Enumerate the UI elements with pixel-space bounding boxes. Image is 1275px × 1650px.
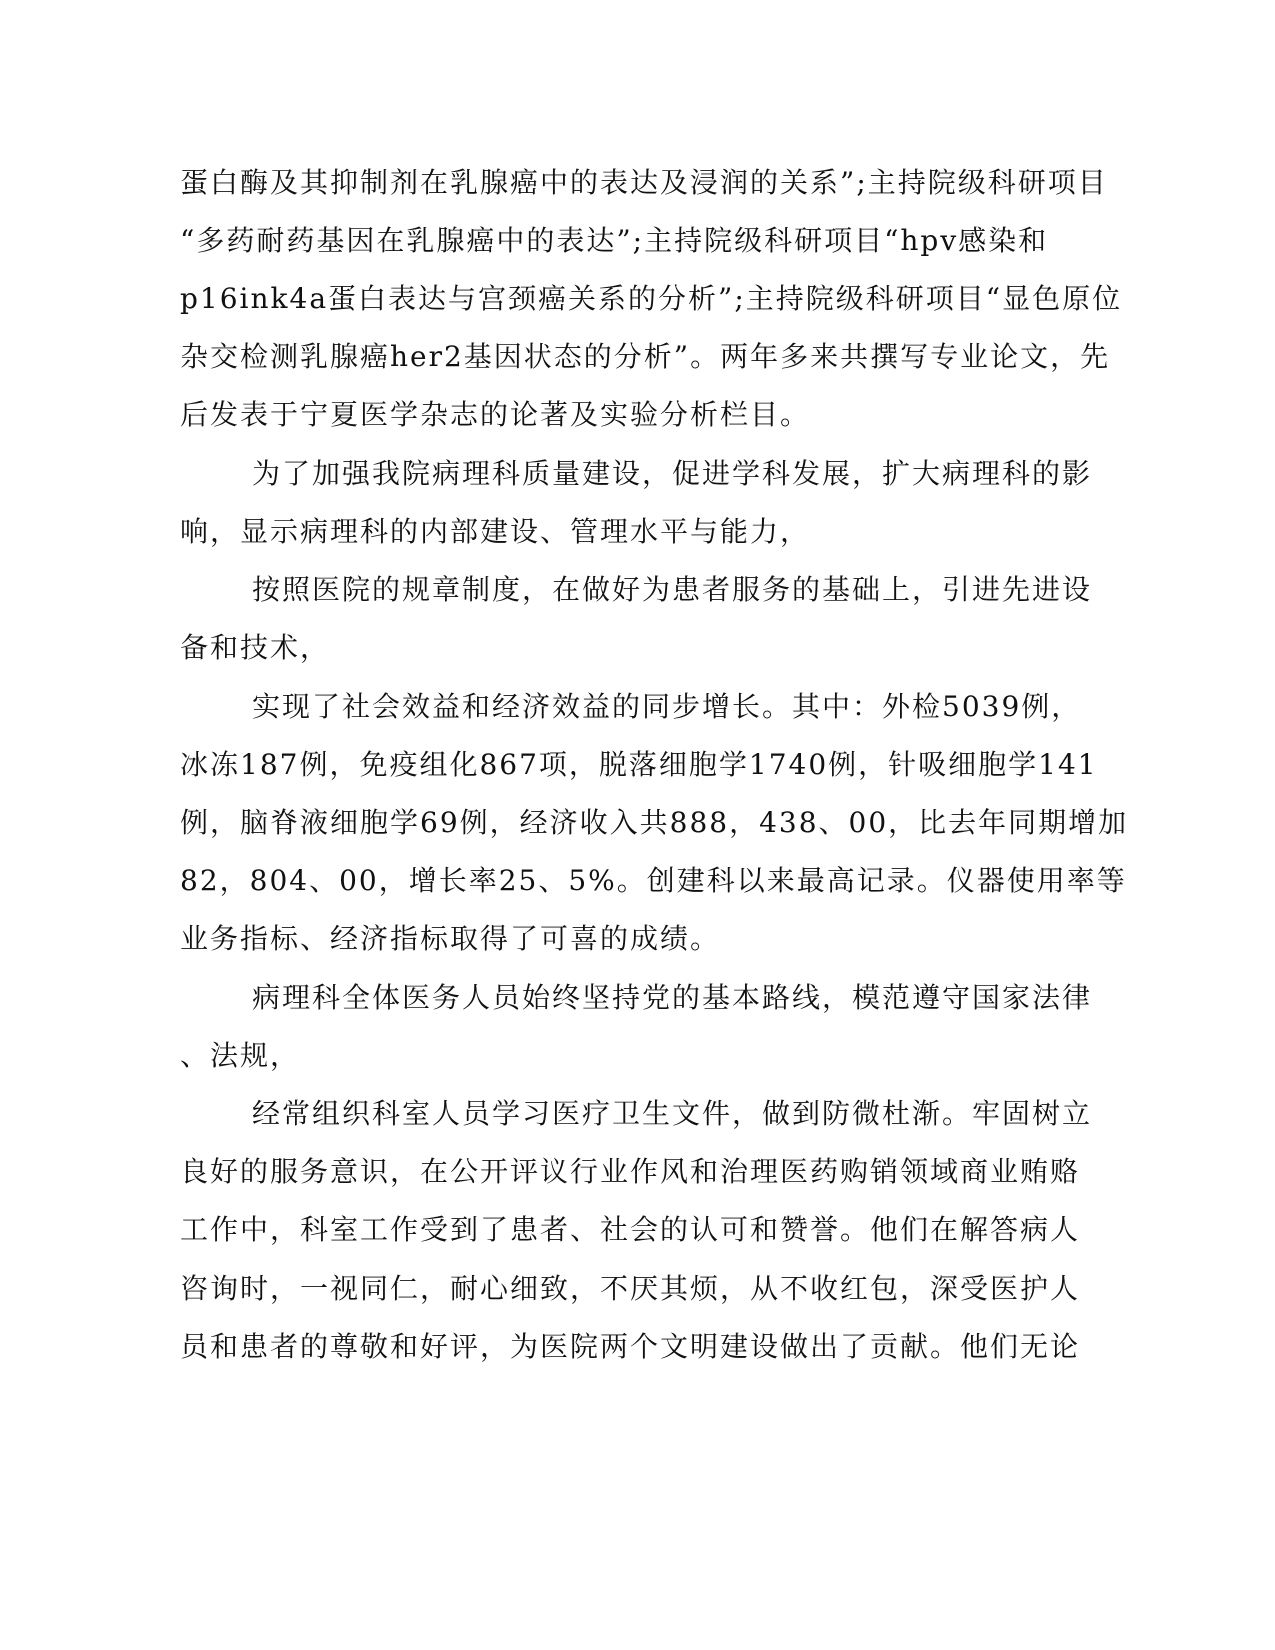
- text-line: 蛋白酶及其抑制剂在乳腺癌中的表达及浸润的关系”;主持院级科研项目: [180, 166, 1108, 199]
- text-line: 杂交检测乳腺癌her2基因状态的分析”。两年多来共撰写专业论文，先: [180, 340, 1111, 373]
- text-line: 员和患者的尊敬和好评，为医院两个文明建设做出了贡献。他们无论: [180, 1330, 1081, 1363]
- text-line: 备和技术，: [180, 631, 331, 664]
- paragraph-start-line: 经常组织科室人员学习医疗卫生文件，做到防微杜渐。牢固树立: [252, 1097, 1093, 1130]
- paragraph-start-line: 实现了社会效益和经济效益的同步增长。其中：外检5039例，: [252, 690, 1082, 723]
- paragraph-start-line: 按照医院的规章制度，在做好为患者服务的基础上，引进先进设: [252, 573, 1093, 606]
- text-line: 例，脑脊液细胞学69例，经济收入共888，438、00，比去年同期增加: [180, 806, 1129, 839]
- paragraph-start-line: 病理科全体医务人员始终坚持党的基本路线，模范遵守国家法律: [252, 981, 1093, 1014]
- text-line: 82，804、00，增长率25、5%。创建科以来最高记录。仪器使用率等: [180, 864, 1127, 897]
- text-line: 、法规，: [180, 1039, 301, 1072]
- text-line: 咨询时，一视同仁，耐心细致，不厌其烦，从不收红包，深受医护人: [180, 1272, 1081, 1305]
- text-line: “多药耐药基因在乳腺癌中的表达”;主持院级科研项目“hpv感染和: [180, 224, 1049, 257]
- text-line: 良好的服务意识，在公开评议行业作风和治理医药购销领域商业贿赂: [180, 1155, 1081, 1188]
- text-line: p16ink4a蛋白表达与宫颈癌关系的分析”;主持院级科研项目“显色原位: [180, 282, 1123, 315]
- text-line: 工作中，科室工作受到了患者、社会的认可和赞誉。他们在解答病人: [180, 1213, 1081, 1246]
- text-line: 响，显示病理科的内部建设、管理水平与能力，: [180, 515, 811, 548]
- text-line: 后发表于宁夏医学杂志的论著及实验分析栏目。: [180, 398, 811, 431]
- paragraph-start-line: 为了加强我院病理科质量建设，促进学科发展，扩大病理科的影: [252, 457, 1093, 490]
- text-line: 冰冻187例，免疫组化867项，脱落细胞学1740例，针吸细胞学141: [180, 748, 1098, 781]
- text-line: 业务指标、经济指标取得了可喜的成绩。: [180, 922, 721, 955]
